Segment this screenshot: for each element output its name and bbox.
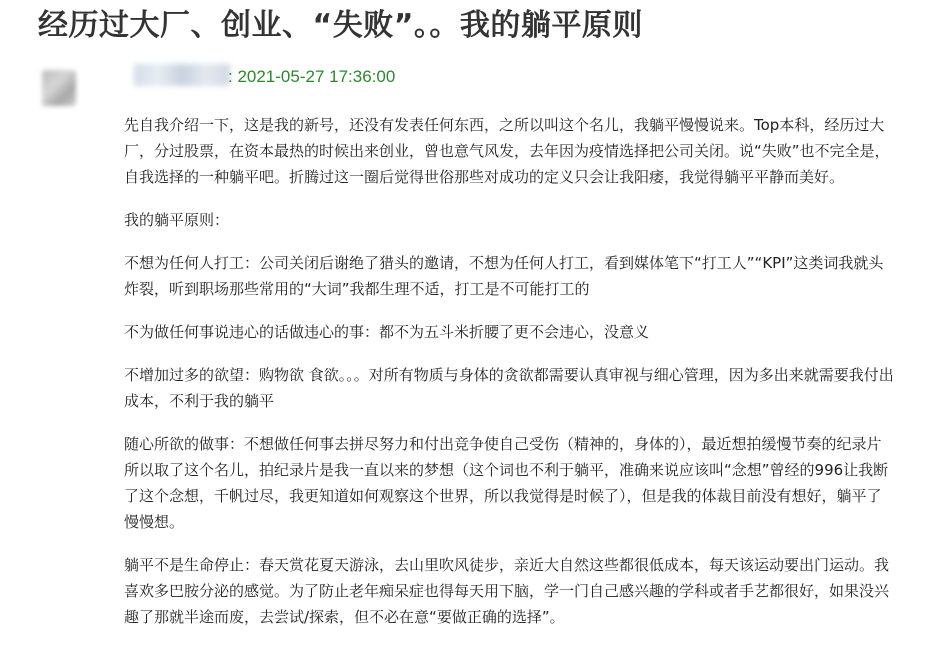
intro-paragraph: 先自我介绍一下，这是我的新号，还没有发表任何东西，之所以叫这个名儿，我躺平慢慢说来。Top本科，经历过大厂，分过股票，在资本最热的时候出来创业，曾也意气风发，去年因为疫情选择把公司关闭。说“失败”也不完全是，自我选择的一种躺平吧。折腾过这一圈后觉得世俗那些对成功的定义只会让我阳痿，我觉得躺平平静而美好。 [124, 116, 890, 186]
post-title: 经历过大厂、创业、“失败”。。我的躺平原则 [38, 8, 643, 43]
post-body [124, 112, 894, 647]
principle-paragraph: 不为做任何事说违心的话做违心的事：都不为五斗米折腰了更不会违心，没意义 [124, 323, 650, 341]
principle-paragraph: 不想为任何人打工：公司关闭后谢绝了猎头的邀请，不想为任何人打工，看到媒体笔下“打工人”“KPI”这类词我就头炸裂，听到职场那些常用的“大词”我都生理不适，打工是不可能打工的 [124, 254, 884, 298]
author-avatar[interactable] [42, 70, 76, 106]
principle-paragraph: 不增加过多的欲望：购物欲 食欲。。。对所有物质与身体的贪欲都需要认真审视与细心管理，因为多出来就需要我付出成本，不利于我的躺平 [124, 366, 894, 410]
post-timestamp: : 2021-05-27 17:36:00 [228, 67, 396, 86]
principles-heading: 我的躺平原则： [124, 211, 230, 229]
principle-paragraph: 随心所欲的做事：不想做任何事去拼尽努力和付出竞争使自己受伤（精神的，身体的），最近想拍缓慢节奏的纪录片所以取了这个名儿，拍纪录片是我一直以来的梦想（这个词也不利于躺平，准确来说应该叫“念想”曾经的996让我断了这个念想，千帆过尽，我更知道如何观察这个世界，所以我觉得是时候了），但是我的体裁目前没有想好，躺平了慢慢想。 [124, 435, 889, 531]
principle-paragraph: 躺平不是生命停止：春天赏花夏天游泳，去山里吹风徒步，亲近大自然这些都很低成本，每天该运动要出门运动。我喜欢多巴胺分泌的感觉。为了防止老年痴呆症也得每天用下脑，学一门自己感兴趣的学科或者手艺都很好，如果没兴趣了那就半途而废，去尝试/探索，但不必在意“要做正确的选择”。 [124, 556, 890, 626]
author-name-blurred[interactable] [134, 64, 230, 86]
